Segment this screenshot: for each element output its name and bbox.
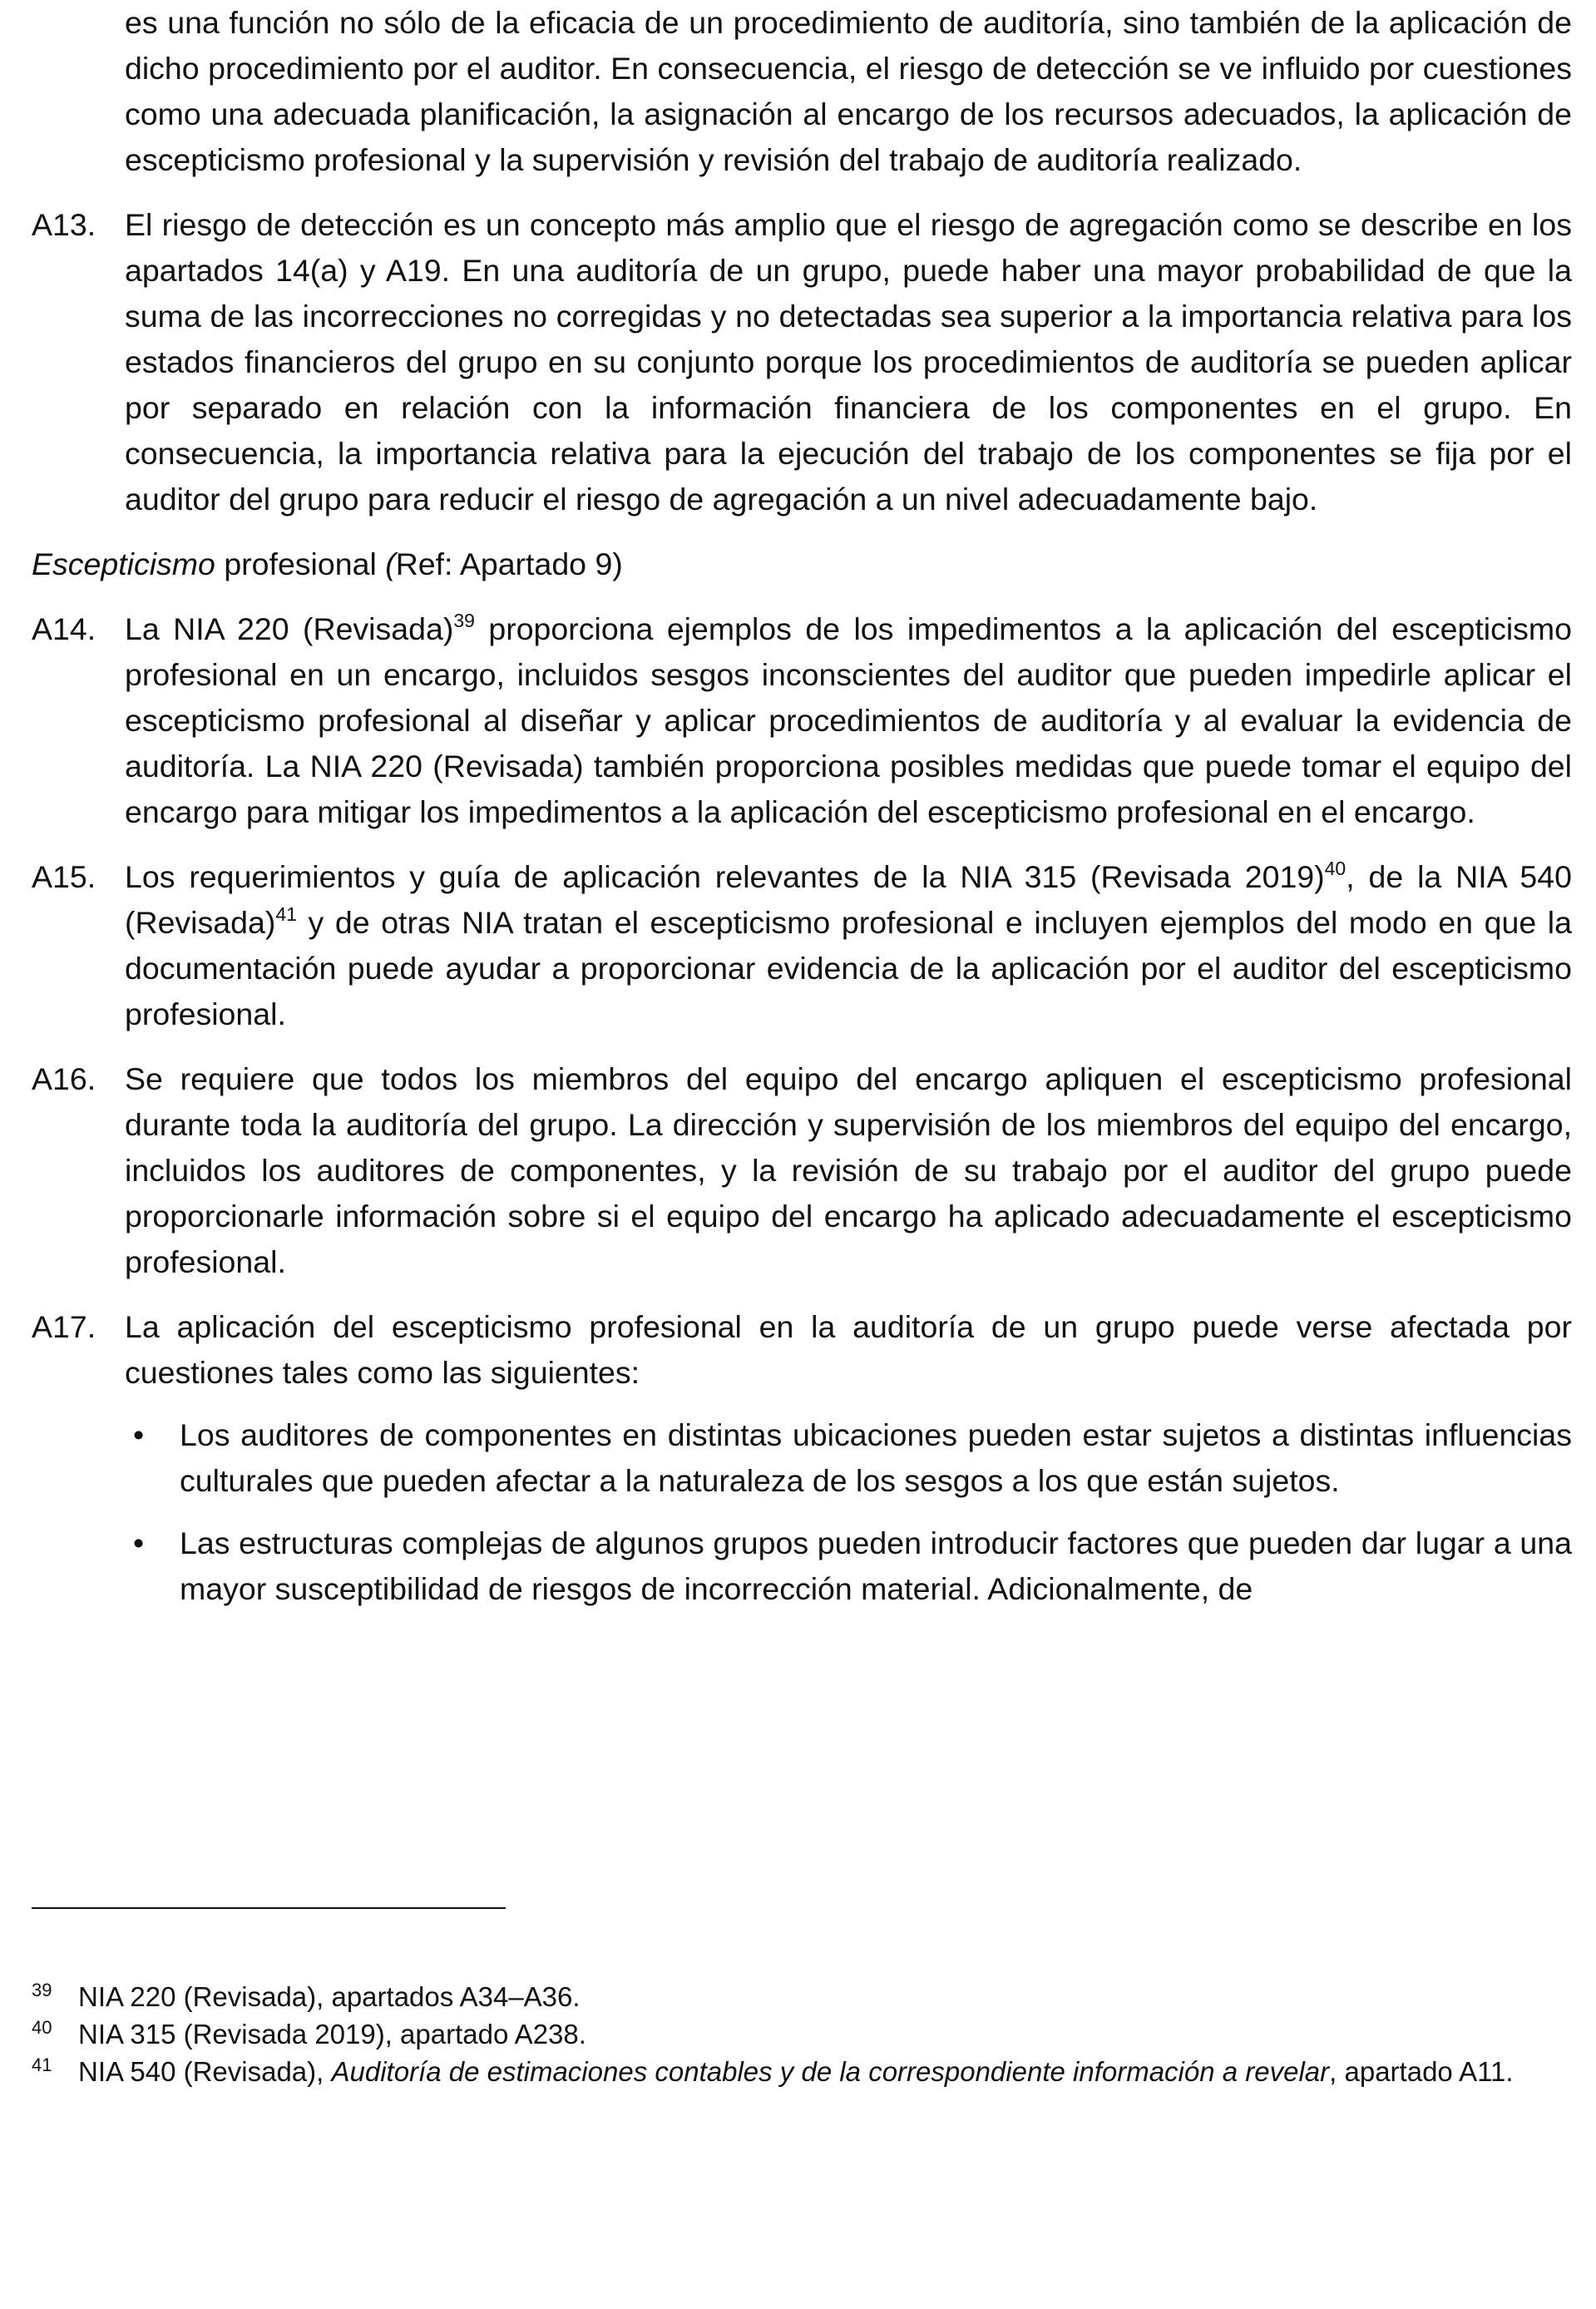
footnote-text: NIA 220 (Revisada), apartados A34–A36. bbox=[78, 1981, 581, 2012]
list-item bbox=[125, 1412, 1572, 1504]
footnotes bbox=[32, 1978, 1572, 2090]
footnote-number: 40 bbox=[32, 2017, 52, 2038]
text-segment: , de la NIA 540 (Revisada) bbox=[125, 859, 1572, 940]
paragraph-number: A14. bbox=[32, 611, 96, 646]
text-segment: Los requerimientos y guía de aplicación relevantes de la NIA 315 (Revisada 2019) bbox=[125, 859, 1325, 894]
heading-italic: Escepticismo bbox=[32, 546, 215, 581]
text-segment: y de otras NIA tratan el escepticismo profesional e incluyen ejemplos del modo en que la documentación puede ayudar a proporcionar evidencia de la aplicación por el auditor del escepticismo profesional. bbox=[125, 905, 1572, 1031]
paragraph-number: A13. bbox=[32, 207, 96, 242]
footnote-39 bbox=[32, 1978, 1572, 2015]
section-heading bbox=[32, 541, 1572, 587]
paragraph-text: El riesgo de detección es un concepto más amplio que el riesgo de agregación como se describe en los apartados 14(a) y A19. En una auditoría de un grupo, puede haber una mayor probabilidad de que la suma de las incorrecciones no corregidas y no detectadas sea superior a la importancia relativa para los estados financieros del grupo en su conjunto porque los procedimientos de auditoría se pueden aplicar por separado en relación con la información financiera de los componentes en el grupo. En consecuencia, la importancia relativa para la ejecución del trabajo de los componentes se fija por el auditor del grupo para reducir el riesgo de agregación a un nivel adecuadamente bajo. bbox=[125, 207, 1572, 517]
heading-paren: ( bbox=[385, 546, 396, 581]
bullet-icon: • bbox=[133, 1417, 145, 1452]
text-segment: NIA 540 (Revisada), bbox=[78, 2056, 332, 2087]
paragraph-text bbox=[125, 606, 1572, 835]
paragraph-number: A16. bbox=[32, 1061, 96, 1096]
bullet-list bbox=[125, 1412, 1572, 1612]
heading-ref: Ref: Apartado 9) bbox=[395, 546, 623, 581]
paragraph-a16 bbox=[32, 1056, 1572, 1285]
paragraph-a13 bbox=[32, 202, 1572, 522]
paragraph-a15 bbox=[32, 854, 1572, 1037]
continuation-paragraph: es una función no sólo de la eficacia de un procedimiento de auditoría, sino también de la aplicación de dicho procedimiento por el auditor. En consecuencia, el riesgo de detección se ve influido por cuestiones como una adecuada planificación, la asignación al encargo de los recursos adecuados, la aplicación de escepticismo profesional y la supervisión y revisión del trabajo de auditoría realizado. bbox=[125, 5, 1572, 177]
list-item-text: Las estructuras complejas de algunos grupos pueden introducir factores que pueden dar lugar a una mayor susceptibilidad de riesgos de incorrección material. Adicionalmente, de bbox=[180, 1525, 1572, 1606]
paragraph-text: Se requiere que todos los miembros del equipo del encargo apliquen el escepticismo profesional durante toda la auditoría del grupo. La dirección y supervisión de los miembros del equipo del encargo, incluidos los auditores de componentes, y la revisión de su trabajo por el auditor del grupo puede proporcionarle información sobre si el equipo del encargo ha aplicado adecuadamente el escepticismo profesional. bbox=[125, 1061, 1572, 1279]
footnote-ref-41[interactable]: 41 bbox=[275, 902, 297, 925]
paragraph-number: A15. bbox=[32, 859, 96, 894]
footnote-41 bbox=[32, 2053, 1572, 2090]
list-item bbox=[125, 1520, 1572, 1612]
footnote-text bbox=[78, 2053, 1572, 2090]
paragraph-a17 bbox=[32, 1304, 1572, 1396]
list-item-text: Los auditores de componentes en distintas ubicaciones pueden estar sujetos a distintas influencias culturales que pueden afectar a la naturaleza de los sesgos a los que están sujetos. bbox=[180, 1417, 1572, 1498]
footnote-ref-39[interactable]: 39 bbox=[453, 609, 475, 631]
standard-title: Auditoría de estimaciones contables y de la correspondiente información a revelar bbox=[331, 2056, 1330, 2087]
bullet-icon: • bbox=[133, 1525, 145, 1560]
text-segment: La NIA 220 (Revisada) bbox=[125, 611, 454, 646]
paragraph-a14 bbox=[32, 606, 1572, 835]
paragraph-number: A17. bbox=[32, 1309, 96, 1344]
footnote-number: 41 bbox=[32, 2054, 52, 2075]
footnote-number: 39 bbox=[32, 1980, 52, 2000]
heading-plain: profesional bbox=[215, 546, 386, 581]
footnote-text: NIA 315 (Revisada 2019), apartado A238. bbox=[78, 2019, 586, 2049]
paragraph-text bbox=[125, 854, 1572, 1037]
footnote-separator bbox=[32, 1907, 506, 1909]
text-segment: proporciona ejemplos de los impedimentos a la aplicación del escepticismo profesional en un encargo, incluidos sesgos inconscientes del auditor que pueden impedirle aplicar el escepticismo profesional al diseñar y aplicar procedimientos de auditoría y al evaluar la evidencia de auditoría. La NIA 220 (Revisada) también proporciona posibles medidas que puede tomar el equipo del encargo para mitigar los impedimentos a la aplicación del escepticismo profesional en el encargo. bbox=[125, 611, 1573, 829]
footnote-ref-40[interactable]: 40 bbox=[1324, 857, 1346, 879]
text-segment: , apartado A11. bbox=[1329, 2056, 1514, 2087]
footnote-40 bbox=[32, 2015, 1572, 2053]
paragraph-text: La aplicación del escepticismo profesional en la auditoría de un grupo puede verse afectada por cuestiones tales como las siguientes: bbox=[125, 1309, 1572, 1390]
document-page bbox=[32, 0, 1572, 1629]
